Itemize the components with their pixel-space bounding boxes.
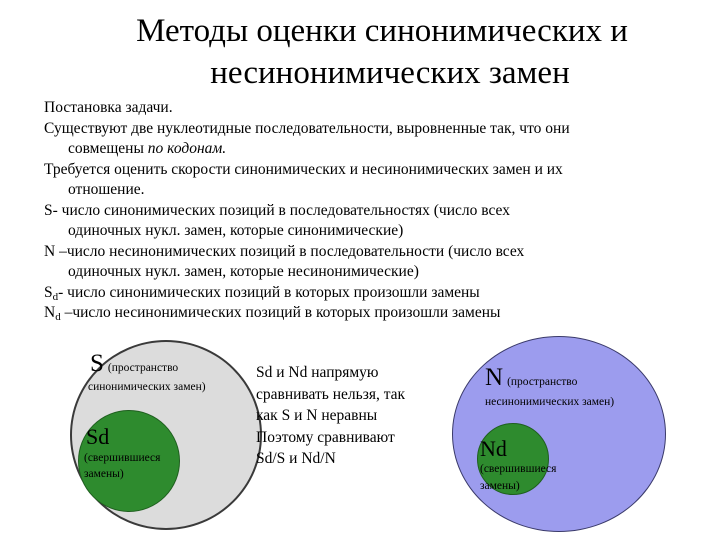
n-paren-text: (пространство (507, 376, 578, 388)
nd-rest: –число несинонимических позиций в которых произошли замены (60, 304, 501, 321)
n-definition-line-1: N –число несинонимических позиций в последовательности (число всех (44, 242, 525, 260)
note-line-1: Sd и Nd напрямую (256, 364, 379, 381)
n-label (485, 364, 577, 392)
s-letter: S (90, 350, 104, 377)
sd-desc-line1: (свершившиеся (84, 452, 161, 464)
s-paren-text: (пространство (107, 362, 179, 374)
sd-sub: d (52, 290, 59, 303)
exist-line-1: Существуют две нуклеотидные последовательности, выровненные так, что они (44, 119, 570, 137)
slide-title (0, 10, 720, 94)
sd-letter: Sd (86, 424, 110, 449)
slide-body-text (44, 98, 704, 324)
title-line-1: Методы оценки синонимических и (136, 13, 628, 49)
nd-desc-line1: (свершившиеся (480, 463, 557, 475)
requirement-line-1: Требуется оценить скорости синонимических и несинонимических замен и их (44, 160, 563, 178)
sd-rest: - число синонимических позиций в которых произошли замены (58, 283, 480, 301)
n-letter: N (485, 364, 504, 391)
requirement-line-2: отношение. (68, 181, 145, 198)
comparison-note (256, 362, 446, 470)
nd-letter: Nd (480, 436, 507, 461)
s-space-line2: синонимических замен) (88, 381, 206, 393)
s-label (90, 350, 178, 378)
problem-heading: Постановка задачи. (44, 99, 173, 116)
nd-sub: d (55, 311, 61, 323)
n-space-line2: несинонимических замен) (485, 396, 615, 408)
title-line-2: несинонимических замен (210, 55, 570, 91)
nd-desc-line2: замены) (480, 480, 520, 492)
exist-line-2-italic: по кодонам. (147, 140, 227, 157)
sd-definition (44, 283, 704, 304)
s-definition-line-1: S- число синонимических позиций в последовательностях (число всех (44, 201, 510, 219)
exist-line-2 (44, 139, 704, 160)
exist-line-2-text: совмещены (68, 140, 148, 157)
sd-main: S (44, 283, 53, 301)
sd-desc-line2: замены) (84, 468, 124, 480)
n-definition-line-2: одиночных нукл. замен, которые несинонимические) (68, 263, 419, 280)
note-line-5: Sd/S и Nd/N (256, 450, 336, 467)
nd-definition (44, 303, 704, 324)
note-line-4: Поэтому сравнивают (256, 428, 395, 446)
s-definition-line-2: одиночных нукл. замен, которые синонимические) (68, 222, 404, 239)
note-line-2: сравнивать нельзя, так (256, 385, 406, 403)
nd-main: N (44, 304, 56, 321)
note-line-3: как S и N неравны (256, 407, 378, 424)
